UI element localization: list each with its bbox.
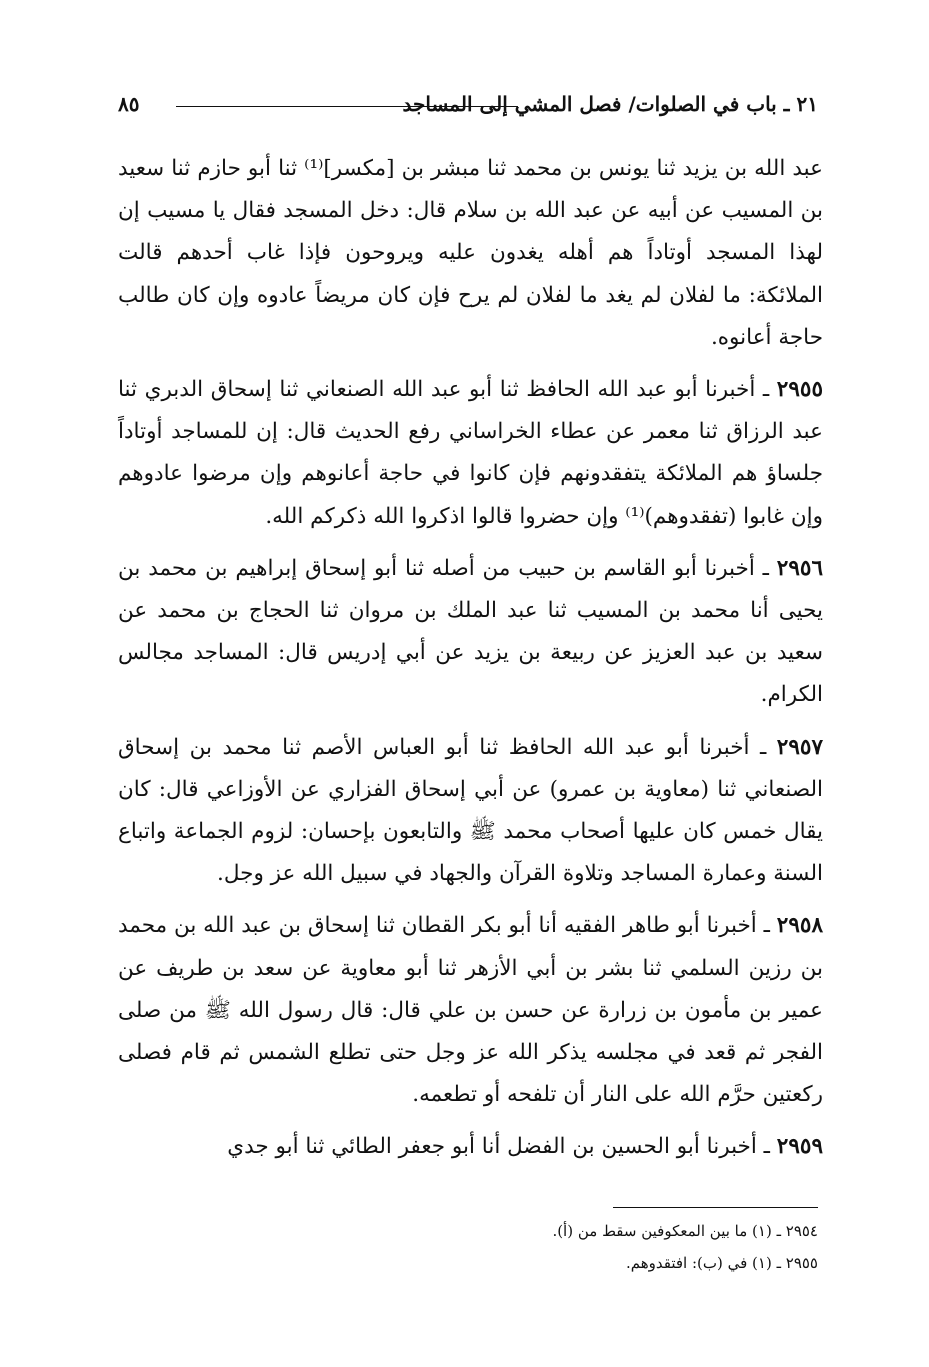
footnote: ٢٩٥٥ ـ (١) في (ب): افتقدوهم. (625, 1254, 818, 1272)
running-header (118, 92, 818, 126)
paragraph-text: ـ أخبرنا أبو عبد الله الحافظ ثنا أبو العباس الأصم ثنا محمد بن إسحاق الصنعاني ثنا (معاوية بن عمرو) عن أبي إسحاق الفزاري عن الأوزاعي قال: كان يقال خمس كان عليها أصحاب محمد ﷺ والتابعون بإحسان: لزوم الجماعة واتباع السنة وعمارة المساجد وتلاوة القرآن والجهاد في سبيل الله عز وجل. (118, 734, 823, 887)
hadith-number: ٢٩٥٧ (776, 734, 823, 760)
paragraph-text: عبد الله بن يزيد ثنا يونس بن محمد ثنا مبشر بن [مكسر]⁽¹⁾ ثنا أبو حازم ثنا سعيد بن المسيب عن أبيه عن عبد الله بن سلام قال: دخل المسجد فقال يا مسيب إن لهذا المسجد أوتاداً هم أهله يغدون عليه ويروحون فإذا غاب أحدهم قالت الملائكة: ما لفلان لم يغد ما لفلان لم يرح فإن كان مريضاً عادوه وإن كان طالب حاجة أعانوه. (118, 156, 823, 350)
hadith-number: ٢٩٥٥ (776, 377, 823, 403)
hadith-number: ٢٩٥٦ (776, 555, 823, 581)
paragraph-text: ـ أخبرنا أبو طاهر الفقيه أنا أبو بكر القطان ثنا إسحاق بن عبد الله بن محمد بن رزين السلمي ثنا بشر بن أبي الأزهر ثنا أبو معاوية عن سعد بن طريف عن عمير بن مأمون بن زرارة عن حسن بن علي قال: قال رسول الله ﷺ من صلى الفجر ثم قعد في مجلسه يذكر الله عز وجل حتى تطلع الشمس ثم قام فصلى ركعتين حرَّم الله على النار أن تلفحه أو تطعمه. (118, 913, 823, 1108)
hadith-2955 (118, 369, 823, 538)
hadith-number: ٢٩٥٨ (776, 913, 823, 939)
paragraph-text: ـ أخبرنا أبو القاسم بن حبيب من أصله ثنا أبو إسحاق إبراهيم بن محمد بن يحيى أنا محمد بن المسيب ثنا عبد الملك بن مروان ثنا الحجاج بن محمد عن سعيد بن عبد العزيز عن ربيعة بن يزيد عن أبي إدريس قال: المساجد مجالس الكرام. (118, 555, 823, 708)
chapter-title: ٢١ ـ باب في الصلوات/ فصل المشي إلى المساجد (402, 92, 818, 116)
hadith-number: ٢٩٥٩ (776, 1134, 823, 1160)
paragraph-text: ـ أخبرنا أبو عبد الله الحافظ ثنا أبو عبد الله الصنعاني ثنا إسحاق الدبري ثنا عبد الرزاق ثنا معمر عن عطاء الخراساني رفع الحديث قال: إن للمساجد أوتاداً جلساؤ هم الملائكة يتفقدونهم فإن كانوا في حاجة أعانوهم وإن مرضوا عادوهم وإن غابوا (تفقدوهم)⁽¹⁾ وإن حضروا قالوا اذكروا الله ذكركم الله. (118, 377, 823, 529)
hadith-2957 (118, 727, 823, 896)
footnote-rule (613, 1207, 818, 1208)
hadith-2959 (118, 1126, 823, 1168)
main-text (118, 148, 823, 1169)
paragraph-text: ـ أخبرنا أبو الحسين بن الفضل أنا أبو جعفر الطائي ثنا أبو جدي (227, 1134, 777, 1160)
paragraph-continuation (118, 148, 823, 359)
footnotes (118, 1215, 818, 1279)
header-rule (176, 106, 518, 107)
footnote: ٢٩٥٤ ـ (١) ما بين المعكوفين سقط من (أ). (552, 1222, 818, 1240)
hadith-2956 (118, 548, 823, 717)
page-number: ٨٥ (118, 92, 140, 116)
hadith-2958 (118, 905, 823, 1116)
